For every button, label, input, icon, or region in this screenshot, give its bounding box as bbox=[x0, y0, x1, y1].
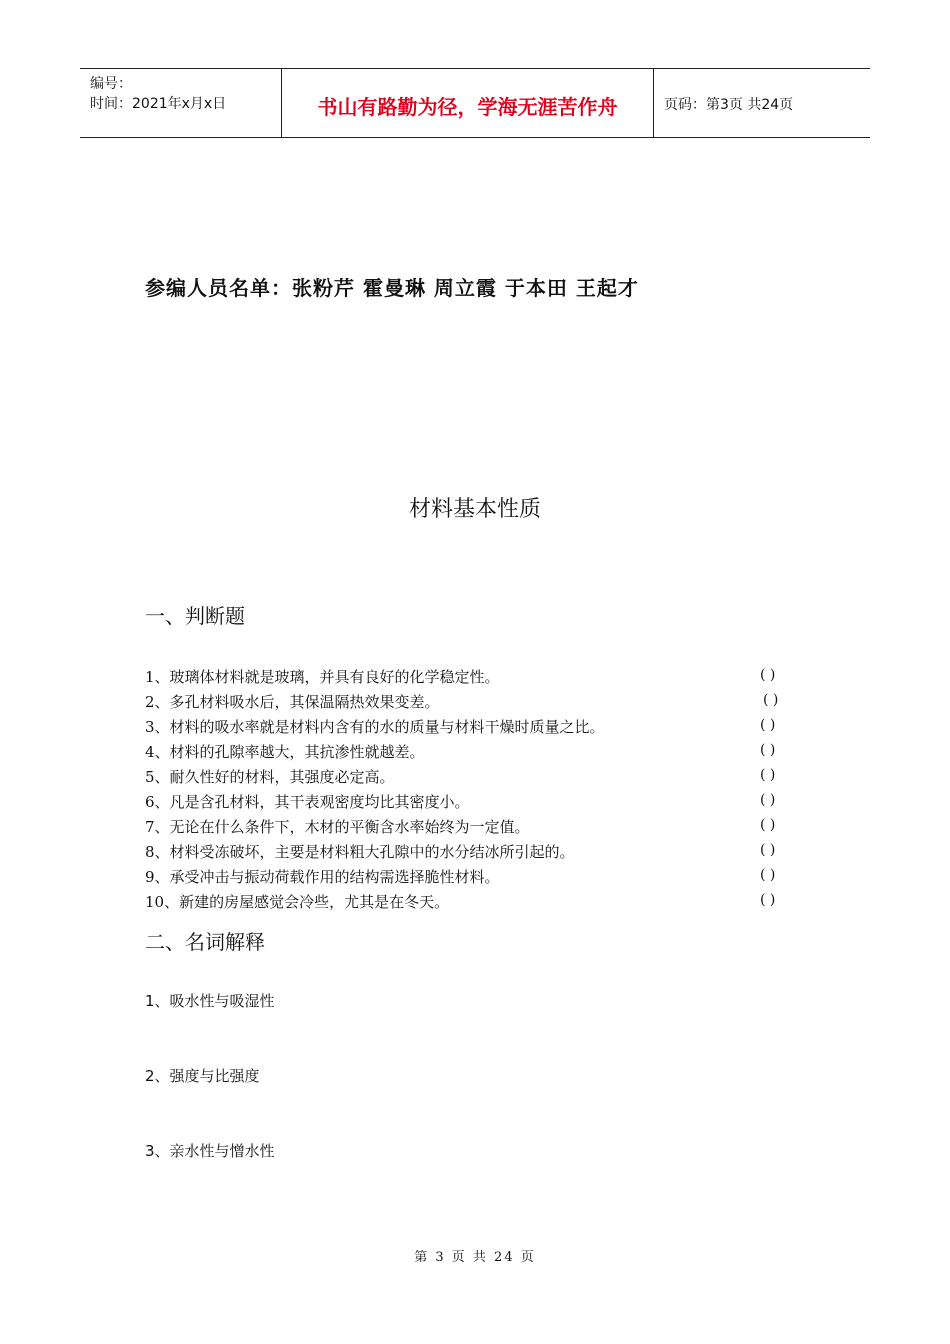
question-item: 6、凡是含孔材料，其干表观密度均比其密度小。 bbox=[145, 793, 470, 811]
header-motto-cell bbox=[281, 69, 654, 137]
time-label: 时间：2021年x月x日 bbox=[90, 96, 227, 112]
answer-box: ( ) bbox=[763, 692, 779, 708]
question-item: 8、材料受冻破坏，主要是材料粗大孔隙中的水分结冰所引起的。 bbox=[145, 843, 575, 861]
question-item: 10、新建的房屋感觉会冷些，尤其是在冬天。 bbox=[145, 893, 450, 911]
header-right-cell bbox=[654, 69, 870, 137]
document-title: 材料基本性质 bbox=[408, 497, 541, 522]
answer-box: ( ) bbox=[760, 767, 776, 783]
answer-box: ( ) bbox=[760, 667, 776, 683]
number-label: 编号： bbox=[90, 76, 132, 92]
page-footer: 第 3 页 共 24 页 bbox=[414, 1250, 536, 1265]
question-item: 2、多孔材料吸水后，其保温隔热效果变差。 bbox=[145, 693, 440, 711]
section-heading-judgment: 一、判断题 bbox=[145, 604, 245, 628]
page-info: 页码：第3页 共24页 bbox=[664, 97, 794, 113]
motto: 书山有路勤为径，学海无涯苦作舟 bbox=[317, 95, 618, 119]
question-item: 3、材料的吸水率就是材料内含有的水的质量与材料干燥时质量之比。 bbox=[145, 718, 605, 736]
answer-box: ( ) bbox=[760, 717, 776, 733]
term-item: 1、吸水性与吸湿性 bbox=[145, 992, 275, 1010]
term-item: 2、强度与比强度 bbox=[145, 1067, 260, 1085]
question-item: 7、无论在什么条件下，木材的平衡含水率始终为一定值。 bbox=[145, 818, 530, 836]
answer-box: ( ) bbox=[760, 792, 776, 808]
editors-list: 参编人员名单：张粉芹 霍曼琳 周立霞 于本田 王起才 bbox=[145, 276, 639, 300]
question-item: 9、承受冲击与振动荷载作用的结构需选择脆性材料。 bbox=[145, 868, 500, 886]
section-heading-terms: 二、名词解释 bbox=[145, 930, 265, 954]
answer-box: ( ) bbox=[760, 867, 776, 883]
question-item: 5、耐久性好的材料，其强度必定高。 bbox=[145, 768, 395, 786]
page-header bbox=[80, 68, 870, 138]
answer-box: ( ) bbox=[760, 842, 776, 858]
answer-box: ( ) bbox=[760, 892, 776, 908]
question-item: 4、材料的孔隙率越大，其抗渗性就越差。 bbox=[145, 743, 425, 761]
answer-box: ( ) bbox=[760, 817, 776, 833]
answer-box: ( ) bbox=[760, 742, 776, 758]
header-left-cell bbox=[80, 69, 281, 137]
question-item: 1、玻璃体材料就是玻璃，并具有良好的化学稳定性。 bbox=[145, 668, 500, 686]
term-item: 3、亲水性与憎水性 bbox=[145, 1142, 275, 1160]
